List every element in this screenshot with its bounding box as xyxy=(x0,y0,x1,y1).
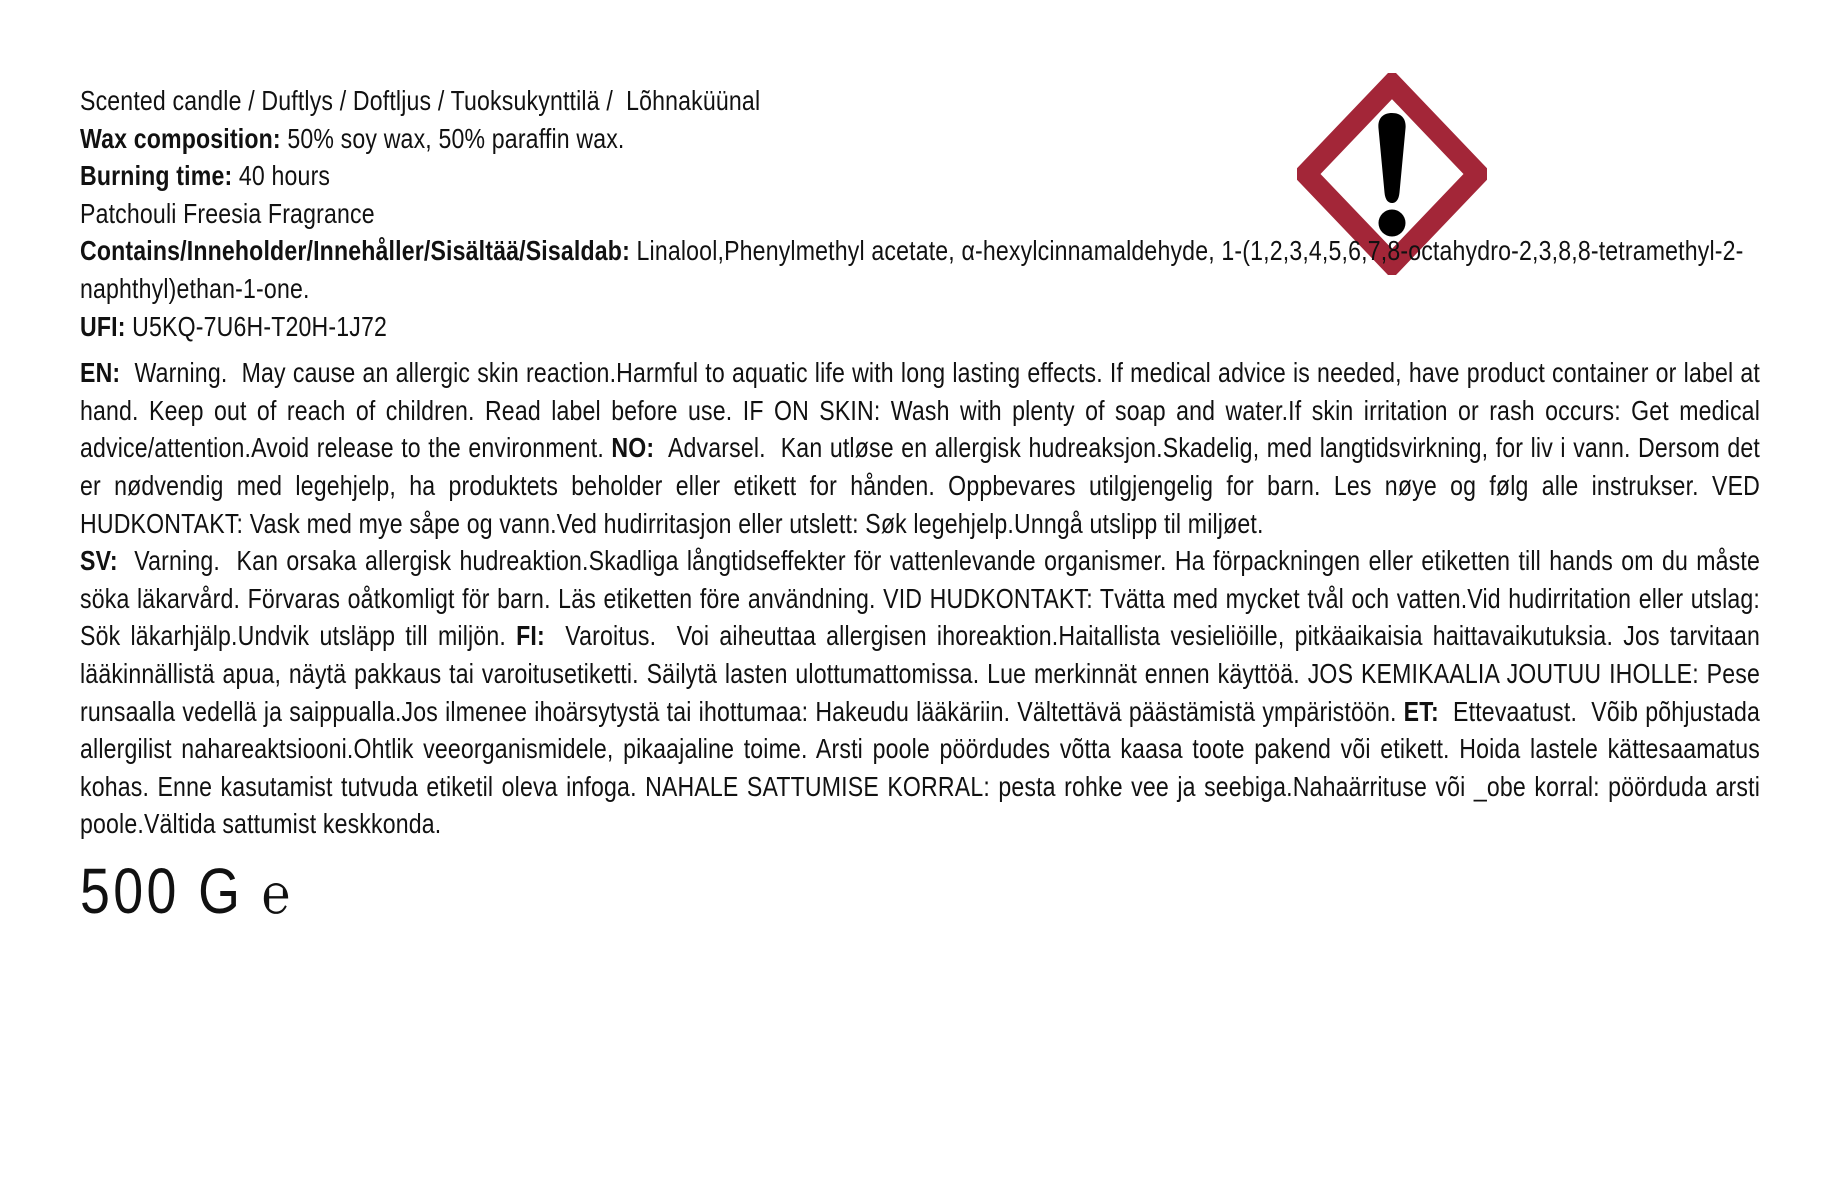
net-weight-value: 500 G xyxy=(80,854,244,927)
wax-composition-line: Wax composition: 50% soy wax, 50% paraffin wax. xyxy=(80,122,625,154)
estimated-sign: ℮ xyxy=(261,861,290,925)
contains-ingredients-line: Contains/Inneholder/Innehåller/Sisältää/Sisaldab: Linalool,Phenylmethyl acetate, α-hexylcinnamaldehyde, 1-(1,2,3,4,5,6,7,8-octahydro-2,3,8,8-tetramethyl-2-naphthyl)ethan-1-one. xyxy=(80,235,1744,304)
net-weight-line xyxy=(80,854,1760,927)
warning-paragraph-sv-fi-et: SV: Varning. Kan orsaka allergisk hudreaktion.Skadliga långtidseffekter för vattenlevande organismer. Ha förpackningen eller etiketten till hands om du måste söka läkarvård. Förvaras oåtkomligt för barn. Läs etiketten före användning. VID HUDKONTAKT: Tvätta med mycket tvål och vatten.Vid hudirritation eller utslag: Sök läkarhjälp.Undvik utsläpp till miljön. FI: Varoitus. Voi aiheuttaa allergisen ihoreaktion.Haitallista vesieliöille, pitkäaikaisia haittavaikutuksia. Jos tarvitaan lääkinnällistä apua, näytä pakkaus tai varoitusetiketti. Säilytä lasten ulottumattomissa. Lue merkinnät ennen käyttöä. JOS KEMIKAALIA JOUTUU IHOLLE: Pese runsaalla vedellä ja saippualla.Jos ilmenee ihoärsytystä tai ihottumaa: Hakeudu lääkäriin. Vältettävä päästämistä ympäristöön. ET: Ettevaatust. Võib põhjustada allergilist nahareaktsiooni.Ohtlik veeorganismidele, pikaajaline toime. Arsti poole pöördudes võtta kaasa toote pakend või etikett. Hoida lastele kättesaamatus kohas. Enne kasutamist tutvuda etiketil oleva infoga. NAHALE SATTUMISE KORRAL: pesta rohke vee ja seebiga.Nahaärrituse või _obe korral: pöörduda arsti poole.Vältida sattumist keskkonda. xyxy=(80,545,1767,840)
warning-paragraph-en-no: EN: Warning. May cause an allergic skin reaction.Harmful to aquatic life with long lasting effects. If medical advice is needed, have product container or label at hand. Keep out of reach of children. Read label before use. IF ON SKIN: Wash with plenty of soap and water.If skin irritation or rash occurs: Get medical advice/attention.Avoid release to the environment. NO: Advarsel. Kan utløse en allergisk hudreaksjon.Skadelig, med langtidsvirkning, for liv i vann. Dersom det er nødvendig med legehjelp, ha produktets beholder eller etikett for hånden. Oppbevares utilgjengelig for barn. Les nøye og følg alle instrukser. VED HUDKONTAKT: Vask med mye såpe og vann.Ved hudirritasjon eller utslett: Søk legehjelp.Unngå utslipp til miljøet. xyxy=(80,357,1767,539)
ufi-code-line: UFI: U5KQ-7U6H-T20H-1J72 xyxy=(80,310,387,342)
product-names-line: Scented candle / Duftlys / Doftljus / Tuoksukynttilä / Lõhnaküünal xyxy=(80,85,761,116)
label-text-block xyxy=(80,82,1843,926)
hazard-statements xyxy=(80,354,1767,843)
fragrance-line: Patchouli Freesia Fragrance xyxy=(80,197,375,229)
burning-time-line: Burning time: 40 hours xyxy=(80,160,331,192)
